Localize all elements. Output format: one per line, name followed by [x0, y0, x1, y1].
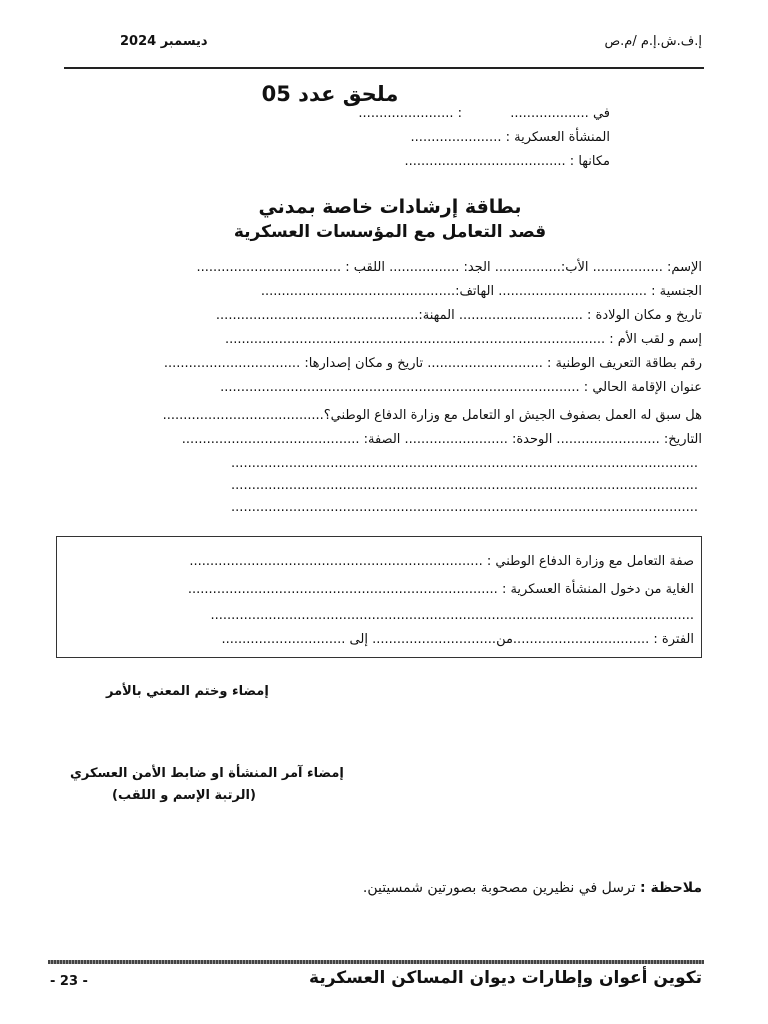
annex-title: ملحق عدد 05	[261, 82, 399, 106]
header-date: ديسمبر 2024	[120, 34, 208, 49]
field-address: عنوان الإقامة الحالي : .......................................................................................	[220, 380, 702, 395]
location-in-dots: ...................	[510, 106, 589, 121]
field-mother: إسم و لقب الأم : ............................................................................................	[224, 332, 702, 347]
box-dealing-capacity: صفة التعامل مع وزارة الدفاع الوطني : .......................................................................	[189, 554, 694, 569]
footer-divider	[48, 960, 704, 964]
box-extra-line: .....................................................................................................................	[210, 608, 694, 623]
note-text: ترسل في نظيرين مصحوبة بصورتين شمسيتين.	[362, 880, 636, 896]
location-in: في ................... : .......................	[358, 106, 610, 121]
location-in-colon: :	[457, 106, 462, 121]
header-institution: إ.ف.ش.إ.م /م.ص	[604, 34, 702, 49]
field-name: الإسم: ................. الأب:................ الجد: ................. اللقب : ...................................	[196, 260, 702, 275]
signature-concerned: إمضاء وختم المعني بالأمر	[106, 684, 269, 699]
field-birth: تاريخ و مكان الولادة : .............................. المهنة:.................................................	[215, 308, 702, 323]
box-period: الفترة : .................................من.............................. إلى ..............................	[221, 632, 694, 647]
field-extra-line-1: .................................................................................................................	[231, 456, 698, 471]
header-divider	[64, 67, 704, 69]
field-nationality: الجنسية : .................................... الهاتف:...............................................	[260, 284, 702, 299]
field-extra-line-2: .................................................................................................................	[231, 478, 698, 493]
note-label: ملاحظة :	[640, 880, 702, 896]
signature-commander: إمضاء آمر المنشأة او ضابط الأمن العسكري	[70, 766, 344, 781]
signature-rank-name: (الرتبة الإسم و اللقب)	[112, 788, 256, 803]
note	[363, 880, 702, 896]
location-establishment: المنشأة العسكرية : ......................	[410, 130, 610, 145]
field-extra-line-3: .................................................................................................................	[231, 500, 698, 515]
field-previous-work: هل سبق له العمل بصفوف الجيش او التعامل مع وزارة الدفاع الوطني؟.......................................	[162, 408, 702, 423]
location-place: مكانها : .......................................	[404, 154, 610, 169]
field-date-unit: التاريخ: ......................... الوحدة: ......................... الصفة: ...........................................	[181, 432, 702, 447]
box-purpose: الغاية من دخول المنشأة العسكرية : ...........................................................................	[187, 582, 694, 597]
field-id-card: رقم بطاقة التعريف الوطنية : ............................ تاريخ و مكان إصدارها: .................................	[163, 356, 702, 371]
footer-title: تكوين أعوان وإطارات ديوان المساكن العسكرية	[309, 968, 702, 988]
location-in-label: في	[592, 106, 610, 121]
card-subtitle: قصد التعامل مع المؤسسات العسكرية	[233, 222, 547, 242]
page-number: - 23 -	[50, 974, 88, 989]
card-title: بطاقة إرشادات خاصة بمدني	[258, 196, 522, 218]
